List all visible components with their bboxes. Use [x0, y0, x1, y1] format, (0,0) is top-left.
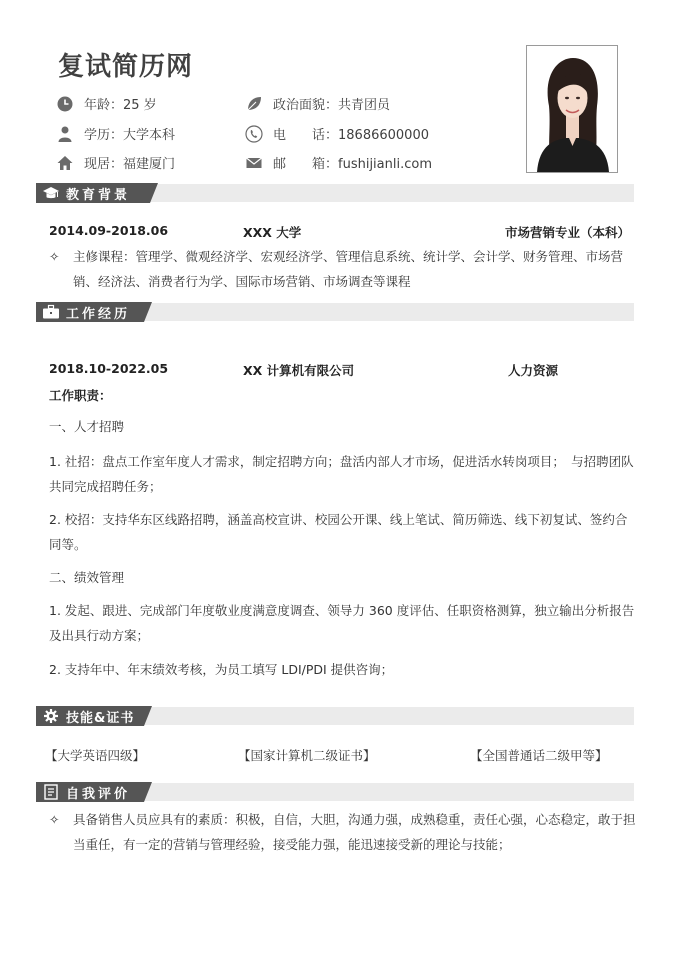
work-item2: 2. 校招：支持华东区线路招聘，涵盖高校宣讲、校园公开课、线上笔试、简历筛选、线下初复试、签约合同等。 [49, 512, 628, 552]
diamond-bullet-icon: ✧ [49, 812, 60, 827]
info-education [56, 124, 175, 143]
section-education-header [36, 183, 634, 203]
graduation-cap-icon [42, 185, 60, 201]
info-phone [245, 124, 429, 143]
info-political [245, 94, 390, 113]
home-icon [56, 154, 74, 172]
work-company: XX 计算机有限公司 [243, 363, 355, 378]
work-duties-label: 工作职责： [49, 388, 112, 403]
skill-item-3: 【全国普通话二级甲等】 [470, 748, 608, 763]
person-icon [56, 125, 74, 143]
info-age [56, 94, 157, 113]
section-tab [36, 782, 144, 802]
work-sub1: 一、人才招聘 [49, 419, 125, 434]
diamond-bullet-icon: ✧ [49, 249, 60, 264]
age-text: 年龄：25 岁 [84, 98, 157, 113]
gear-icon [42, 708, 60, 724]
briefcase-icon [42, 304, 60, 320]
section-title-self-eval: 自我评价 [66, 786, 131, 802]
section-title-education: 教育背景 [66, 187, 131, 203]
skill-item-1: 【大学英语四级】 [45, 748, 146, 763]
work-sub2: 二、绩效管理 [49, 570, 125, 585]
political-text: 政治面貌：共青团员 [273, 98, 391, 113]
work-item4: 2. 支持年中、年末绩效考核，为员工填写 LDI/PDI 提供咨询； [49, 662, 394, 677]
work-position: 人力资源 [508, 363, 559, 378]
info-email [245, 153, 432, 172]
residence-text: 现居：福建厦门 [84, 157, 176, 172]
work-item1: 1. 社招：盘点工作室年度人才需求，制定招聘方向；盘活内部人才市场，促进活水转岗项目； 与招聘团队共同完成招聘任务； [49, 454, 634, 494]
section-tab [36, 183, 150, 203]
work-period: 2018.10-2022.05 [49, 361, 169, 376]
education-text: 学历：大学本科 [84, 128, 176, 143]
profile-photo [526, 45, 618, 173]
section-title-work: 工作经历 [66, 306, 131, 322]
notebook-icon [42, 784, 60, 800]
resume-title: 复试简历网 [58, 52, 194, 82]
self-eval-text [49, 807, 637, 857]
section-title-skills: 技能&证书 [66, 710, 135, 726]
phone-text: 电 话：18686600000 [273, 128, 429, 143]
leaf-icon [245, 95, 263, 113]
section-self-eval-header [36, 782, 634, 802]
email-text: 邮 箱：fushijianli.com [273, 157, 432, 172]
courses-text: 主修课程：管理学、微观经济学、宏观经济学、管理信息系统、统计学、会计学、财务管理、市场营销、经济法、消费者行为学、国际市场营销、市场调查等课程 [73, 249, 624, 289]
education-major: 市场营销专业（本科） [505, 225, 631, 240]
education-period: 2014.09-2018.06 [49, 223, 169, 238]
info-residence [56, 153, 175, 172]
section-tab [36, 302, 144, 322]
section-work-header [36, 302, 634, 322]
education-courses [49, 244, 637, 294]
section-tab [36, 706, 144, 726]
skill-item-2: 【国家计算机二级证书】 [238, 748, 376, 763]
clock-icon [56, 95, 74, 113]
education-school: XXX 大学 [243, 225, 302, 240]
phone-icon [245, 125, 263, 143]
work-item3: 1. 发起、跟进、完成部门年度敬业度满意度调查、领导力 360 度评估、任职资格测算，独立输出分析报告及出具行动方案； [49, 603, 635, 643]
section-skills-header [36, 706, 634, 726]
self-eval-content: 具备销售人员应具有的素质：积极，自信，大胆，沟通力强，成熟稳重，责任心强，心态稳定，敢于担当重任，有一定的营销与管理经验，接受能力强，能迅速接受新的理论与技能； [73, 812, 636, 852]
envelope-icon [245, 154, 263, 172]
